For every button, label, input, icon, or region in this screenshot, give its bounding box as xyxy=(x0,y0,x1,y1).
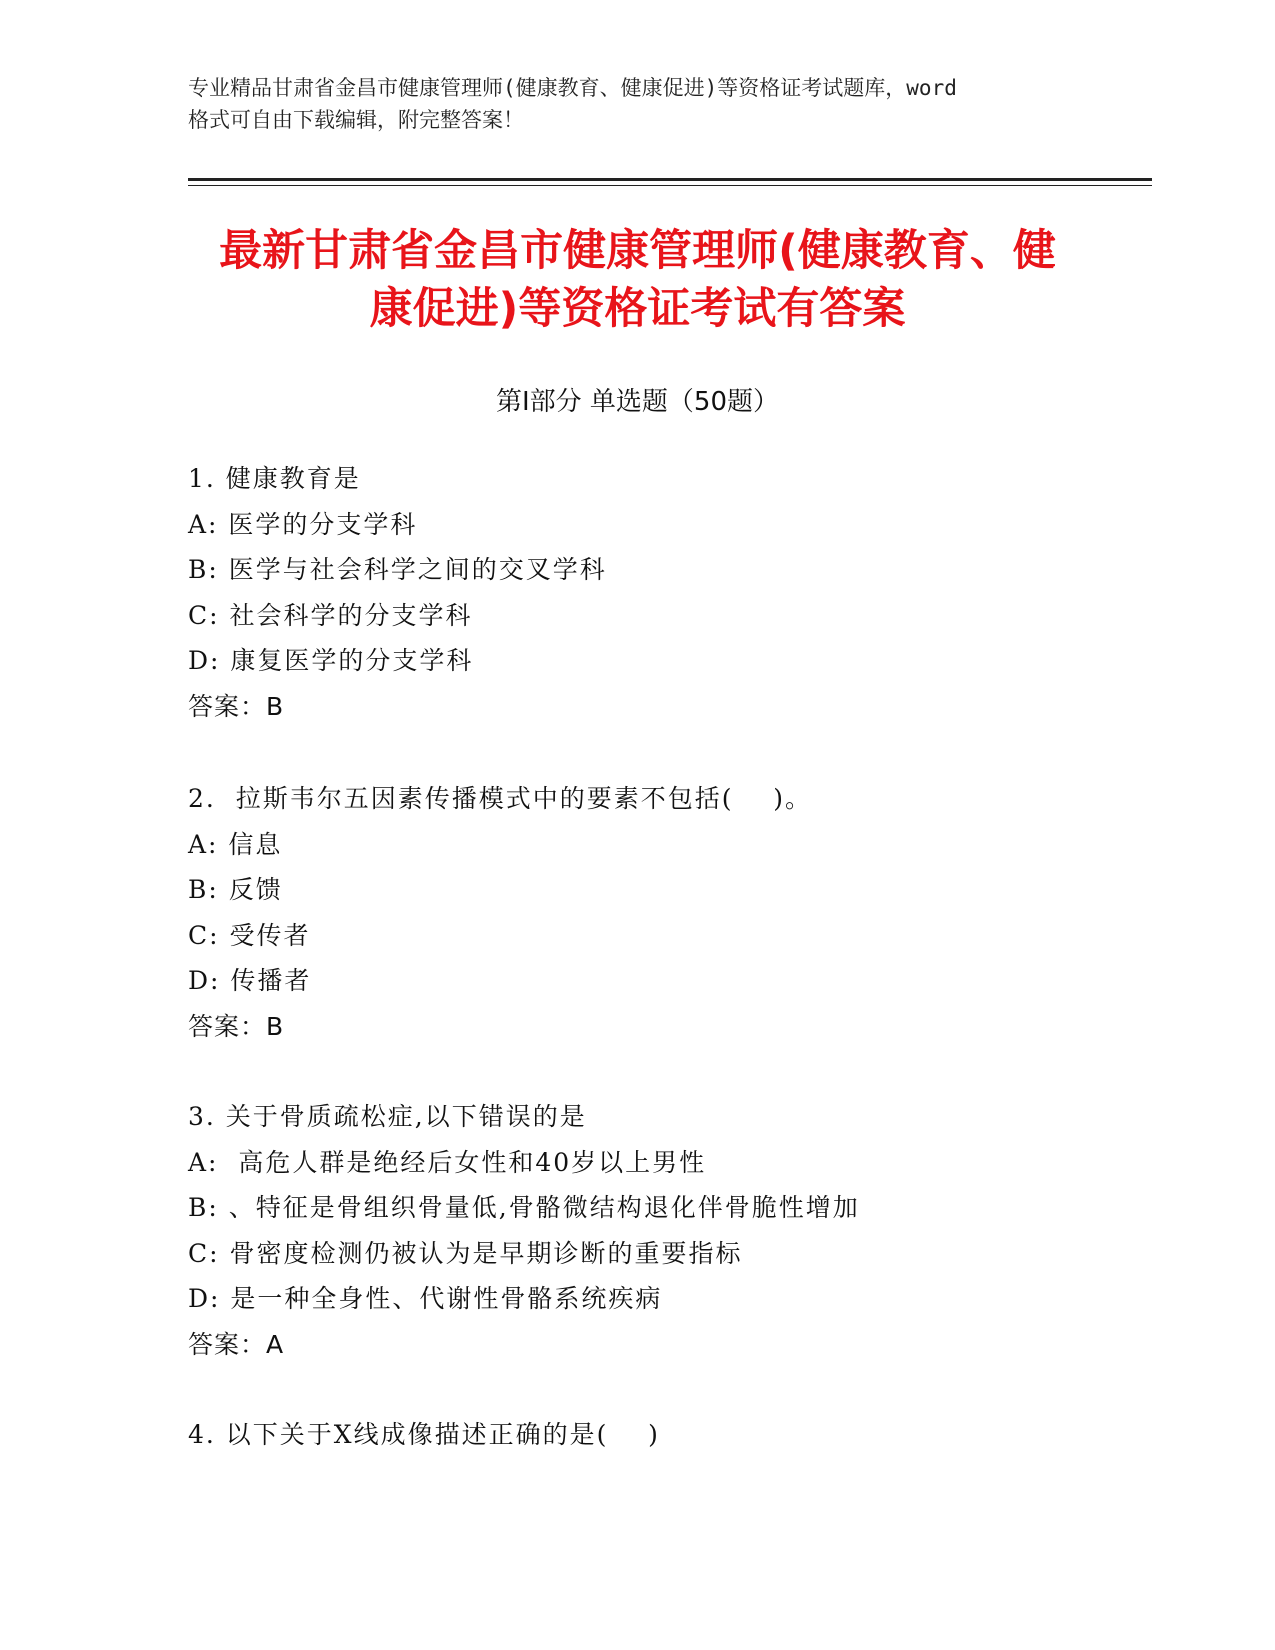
answer-label: 答案：A xyxy=(188,1329,285,1359)
document-title-line1: 最新甘肃省金昌市健康管理师(健康教育、健 xyxy=(219,226,1056,276)
question-1 xyxy=(188,456,1148,730)
question-3 xyxy=(188,1094,1148,1368)
option-d: D: 是一种全身性、代谢性骨骼系统疾病 xyxy=(188,1284,663,1314)
document-title xyxy=(150,222,1125,338)
option-c: C: 受传者 xyxy=(188,920,311,950)
question-stem: 3. 关于骨质疏松症,以下错误的是 xyxy=(188,1102,587,1131)
option-c: C: 社会科学的分支学科 xyxy=(188,600,473,630)
section-title: 第Ⅰ部分 单选题（50题） xyxy=(495,387,780,417)
option-b: B: 、特征是骨组织骨量低,骨骼微结构退化伴骨脆性增加 xyxy=(188,1193,860,1223)
option-b: B: 医学与社会科学之间的交叉学科 xyxy=(188,555,607,585)
document-title-line2: 康促进)等资格证考试有答案 xyxy=(369,284,906,334)
header-divider-thick xyxy=(188,178,1152,181)
question-4 xyxy=(188,1412,1148,1458)
option-a: A: 信息 xyxy=(188,829,283,859)
option-d: D: 传播者 xyxy=(188,966,312,996)
option-a: A: 医学的分支学科 xyxy=(188,509,418,539)
answer-label: 答案：B xyxy=(188,691,285,721)
header-note-line2: 格式可自由下载编辑，附完整答案！ xyxy=(188,108,524,132)
option-b: B: 反馈 xyxy=(188,875,283,905)
header-note xyxy=(188,72,1088,136)
question-stem: 2. 拉斯韦尔五因素传播模式中的要素不包括( )。 xyxy=(188,784,813,813)
answer-label: 答案：B xyxy=(188,1011,285,1041)
option-c: C: 骨密度检测仍被认为是早期诊断的重要指标 xyxy=(188,1238,743,1268)
option-a: A: 高危人群是绝经后女性和40岁以上男性 xyxy=(188,1147,707,1177)
question-2 xyxy=(188,776,1148,1050)
header-note-line1: 专业精品甘肃省金昌市健康管理师(健康教育、健康促进)等资格证考试题库，word xyxy=(188,76,957,100)
header-divider-thin xyxy=(188,185,1152,186)
question-stem: 4. 以下关于X线成像描述正确的是( ) xyxy=(188,1420,660,1449)
option-d: D: 康复医学的分支学科 xyxy=(188,646,474,676)
question-stem: 1. 健康教育是 xyxy=(188,464,361,493)
